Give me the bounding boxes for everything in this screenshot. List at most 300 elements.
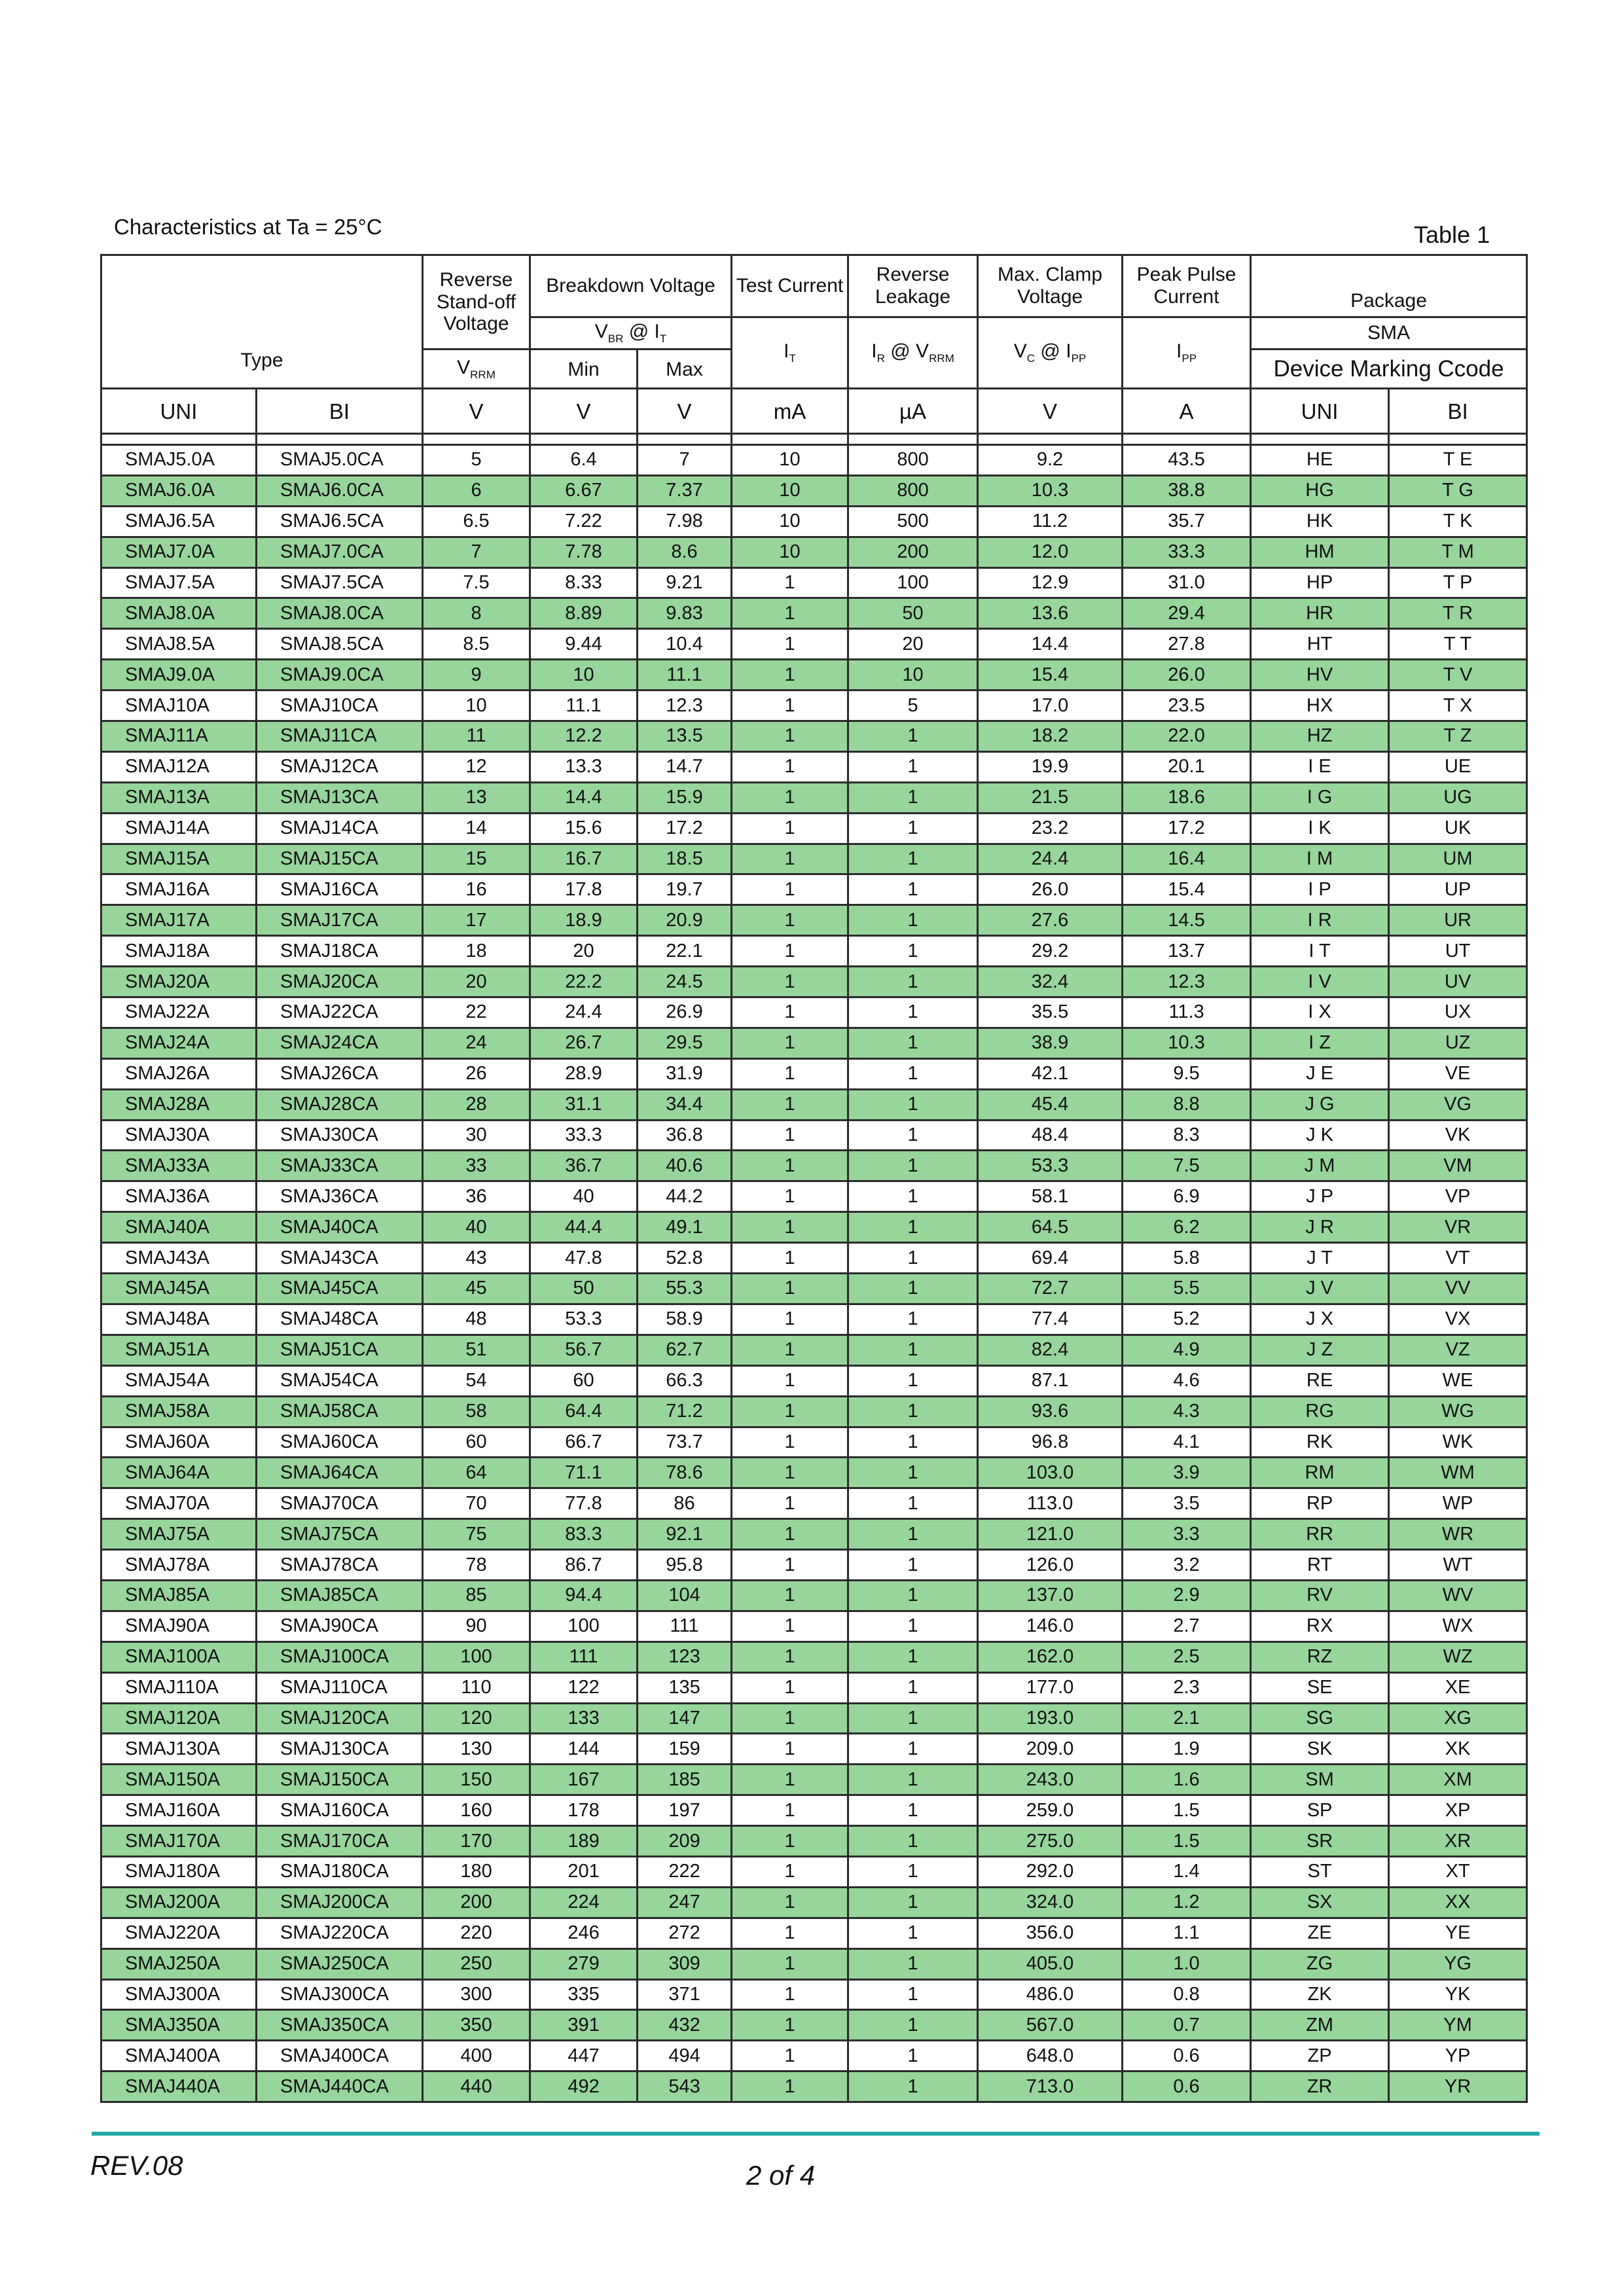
table-cell: 110 <box>423 1672 530 1703</box>
table-cell: 87.1 <box>978 1365 1123 1396</box>
table-row <box>101 1427 1527 1458</box>
table-cell: SMAJ22A <box>101 997 257 1028</box>
table-cell: SMAJ16A <box>101 874 257 905</box>
table-row <box>101 1519 1527 1550</box>
table-cell: SMAJ12CA <box>257 751 423 782</box>
table-cell: 335 <box>530 1979 638 2010</box>
table-cell: 400 <box>423 2041 530 2072</box>
table-cell: HR <box>1251 598 1389 629</box>
table-cell: 1 <box>732 660 848 691</box>
table-number: Table 1 <box>1414 221 1490 248</box>
type-header: Type <box>101 255 423 389</box>
table-cell: ZM <box>1251 2010 1389 2041</box>
table-row <box>101 598 1527 629</box>
table-cell: 12.0 <box>978 537 1123 567</box>
table-cell: 9.5 <box>1123 1058 1251 1089</box>
table-cell: SMAJ40A <box>101 1212 257 1243</box>
table-cell: 1 <box>848 1948 978 1979</box>
it-symbol: $I_T$ <box>732 317 848 389</box>
table-row <box>101 813 1527 844</box>
max-header: Max <box>638 350 732 389</box>
table-cell: 15.9 <box>638 782 732 813</box>
table-cell: 1 <box>848 874 978 905</box>
table-cell: 15.4 <box>978 660 1123 691</box>
table-cell: XM <box>1389 1765 1527 1795</box>
table-cell: 6.9 <box>1123 1181 1251 1212</box>
table-cell: 78.6 <box>638 1458 732 1488</box>
table-row <box>101 1856 1527 1887</box>
table-cell: SMAJ110CA <box>257 1672 423 1703</box>
table-row <box>101 1181 1527 1212</box>
footer-rule <box>92 2132 1540 2136</box>
page-number: 2 of 4 <box>746 2160 816 2191</box>
table-cell: 1 <box>732 1795 848 1826</box>
table-cell: 1 <box>732 598 848 629</box>
table-cell: 10 <box>848 660 978 691</box>
table-cell: SK <box>1251 1734 1389 1765</box>
table-cell: 209.0 <box>978 1734 1123 1765</box>
table-cell: 26.9 <box>638 997 732 1028</box>
table-cell: 1 <box>732 1703 848 1734</box>
table-cell: SMAJ28CA <box>257 1089 423 1120</box>
table-cell: 19.9 <box>978 751 1123 782</box>
table-cell: 5.5 <box>1123 1274 1251 1304</box>
table-row <box>101 1765 1527 1795</box>
table-cell: XR <box>1389 1826 1527 1857</box>
table-cell: J G <box>1251 1089 1389 1120</box>
table-cell: 800 <box>848 445 978 476</box>
table-cell: WX <box>1389 1611 1527 1641</box>
table-cell: SMAJ170A <box>101 1826 257 1857</box>
table-cell: 21.5 <box>978 782 1123 813</box>
table-row <box>101 874 1527 905</box>
table-cell: 1 <box>732 1641 848 1672</box>
table-cell: 146.0 <box>978 1611 1123 1641</box>
revision-label: REV.08 <box>90 2150 183 2181</box>
table-cell: 144 <box>530 1734 638 1765</box>
table-cell: 4.9 <box>1123 1335 1251 1365</box>
table-cell: 64 <box>423 1458 530 1488</box>
table-cell: 48.4 <box>978 1120 1123 1151</box>
table-cell: SMAJ24CA <box>257 1028 423 1058</box>
table-cell: 1 <box>848 997 978 1028</box>
table-cell: 356.0 <box>978 1918 1123 1948</box>
table-cell: J V <box>1251 1274 1389 1304</box>
table-cell: 51 <box>423 1335 530 1365</box>
table-cell: 24 <box>423 1028 530 1058</box>
table-cell: 16 <box>423 874 530 905</box>
table-cell: 391 <box>530 2010 638 2041</box>
table-cell: 1 <box>848 967 978 997</box>
table-cell: 38.8 <box>1123 475 1251 506</box>
table-cell: 15 <box>423 844 530 874</box>
table-cell: 1 <box>732 1058 848 1089</box>
table-cell: XG <box>1389 1703 1527 1734</box>
unit-cell: V <box>638 389 732 434</box>
table-cell: J X <box>1251 1304 1389 1335</box>
table-cell: 371 <box>638 1979 732 2010</box>
table-cell: 35.7 <box>1123 506 1251 537</box>
table-cell: I G <box>1251 782 1389 813</box>
table-cell: 150 <box>423 1765 530 1795</box>
table-cell: 15.6 <box>530 813 638 844</box>
table-cell: 185 <box>638 1765 732 1795</box>
table-cell: SMAJ10CA <box>257 691 423 721</box>
table-row <box>101 1243 1527 1274</box>
table-cell: 189 <box>530 1826 638 1857</box>
table-cell: 43.5 <box>1123 445 1251 476</box>
table-row <box>101 1979 1527 2010</box>
table-cell: HE <box>1251 445 1389 476</box>
table-cell: SMAJ440A <box>101 2072 257 2102</box>
table-cell: 13.3 <box>530 751 638 782</box>
table-cell: 1 <box>732 1427 848 1458</box>
table-cell: 1 <box>732 1856 848 1887</box>
table-cell: SMAJ17CA <box>257 905 423 936</box>
table-row <box>101 537 1527 567</box>
table-cell: 86 <box>638 1488 732 1519</box>
table-cell: SMAJ26A <box>101 1058 257 1089</box>
table-cell: 648.0 <box>978 2041 1123 2072</box>
table-cell: 259.0 <box>978 1795 1123 1826</box>
table-cell: 26.0 <box>978 874 1123 905</box>
table-cell: 24.5 <box>638 967 732 997</box>
table-cell: 222 <box>638 1856 732 1887</box>
table-cell: 1 <box>848 1458 978 1488</box>
units-row <box>101 389 1527 434</box>
table-cell: ZK <box>1251 1979 1389 2010</box>
table-cell: SMAJ30A <box>101 1120 257 1151</box>
table-cell: 224 <box>530 1887 638 1918</box>
table-row <box>101 1396 1527 1427</box>
table-cell: SMAJ5.0A <box>101 445 257 476</box>
table-cell: SR <box>1251 1826 1389 1857</box>
table-cell: 1 <box>732 874 848 905</box>
table-body <box>101 445 1527 2102</box>
table-cell: 309 <box>638 1948 732 1979</box>
table-cell: SMAJ8.5A <box>101 629 257 660</box>
table-cell: 123 <box>638 1641 732 1672</box>
unit-cell: BI <box>257 389 423 434</box>
table-cell: 250 <box>423 1948 530 1979</box>
table-cell: 36.7 <box>530 1151 638 1181</box>
table-cell: 10 <box>732 506 848 537</box>
table-cell: HX <box>1251 691 1389 721</box>
table-cell: 93.6 <box>978 1396 1123 1427</box>
table-cell: 58.1 <box>978 1181 1123 1212</box>
table-cell: HM <box>1251 537 1389 567</box>
table-cell: I Z <box>1251 1028 1389 1058</box>
table-cell: 1 <box>848 1580 978 1611</box>
table-cell: 53.3 <box>530 1304 638 1335</box>
table-cell: SMAJ30CA <box>257 1120 423 1151</box>
table-cell: 18.6 <box>1123 782 1251 813</box>
table-cell: UT <box>1389 936 1527 967</box>
table-cell: SMAJ120CA <box>257 1703 423 1734</box>
table-cell: SMAJ7.5CA <box>257 567 423 598</box>
table-row <box>101 1641 1527 1672</box>
table-cell: 13.5 <box>638 721 732 752</box>
table-cell: SMAJ6.5CA <box>257 506 423 537</box>
table-row <box>101 1550 1527 1581</box>
table-cell: 300 <box>423 1979 530 2010</box>
table-cell: SMAJ150CA <box>257 1765 423 1795</box>
table-cell: 43 <box>423 1243 530 1274</box>
table-cell: SMAJ45CA <box>257 1274 423 1304</box>
table-cell: SMAJ9.0CA <box>257 660 423 691</box>
table-cell: 1 <box>732 1304 848 1335</box>
unit-cell: BI <box>1389 389 1527 434</box>
table-cell: SMAJ9.0A <box>101 660 257 691</box>
table-cell: 27.8 <box>1123 629 1251 660</box>
test-current-header: Test Current <box>732 255 848 317</box>
table-cell: 27.6 <box>978 905 1123 936</box>
table-cell: 486.0 <box>978 1979 1123 2010</box>
table-cell: 100 <box>848 567 978 598</box>
table-cell: 85 <box>423 1580 530 1611</box>
table-cell: 130 <box>423 1734 530 1765</box>
table-cell: 18.9 <box>530 905 638 936</box>
table-cell: 201 <box>530 1856 638 1887</box>
table-cell: 14.5 <box>1123 905 1251 936</box>
table-row <box>101 1611 1527 1641</box>
table-cell: 1.4 <box>1123 1856 1251 1887</box>
table-cell: J K <box>1251 1120 1389 1151</box>
table-cell: 1 <box>732 1765 848 1795</box>
table-cell: 292.0 <box>978 1856 1123 1887</box>
table-cell: 1.9 <box>1123 1734 1251 1765</box>
table-cell: 12.3 <box>638 691 732 721</box>
table-cell: 126.0 <box>978 1550 1123 1581</box>
table-cell: VE <box>1389 1058 1527 1089</box>
table-cell: RE <box>1251 1365 1389 1396</box>
table-cell: SMAJ48A <box>101 1304 257 1335</box>
table-cell: SMAJ51A <box>101 1335 257 1365</box>
table-cell: 494 <box>638 2041 732 2072</box>
table-cell: 23.2 <box>978 813 1123 844</box>
table-cell: 1 <box>732 1028 848 1058</box>
table-cell: 9.83 <box>638 598 732 629</box>
table-cell: 1.6 <box>1123 1765 1251 1795</box>
table-cell: 90 <box>423 1611 530 1641</box>
table-cell: 1 <box>732 1979 848 2010</box>
table-cell: XE <box>1389 1672 1527 1703</box>
table-row <box>101 475 1527 506</box>
table-cell: SMAJ33CA <box>257 1151 423 1181</box>
table-cell: 66.3 <box>638 1365 732 1396</box>
table-cell: UE <box>1389 751 1527 782</box>
table-cell: T M <box>1389 537 1527 567</box>
table-cell: SMAJ13CA <box>257 782 423 813</box>
table-cell: 45.4 <box>978 1089 1123 1120</box>
table-cell: 69.4 <box>978 1243 1123 1274</box>
table-cell: 1 <box>848 782 978 813</box>
table-cell: SMAJ180A <box>101 1856 257 1887</box>
table-cell: 4.1 <box>1123 1427 1251 1458</box>
table-cell: 24.4 <box>530 997 638 1028</box>
table-cell: SMAJ70CA <box>257 1488 423 1519</box>
table-cell: 1 <box>732 1151 848 1181</box>
table-cell: I T <box>1251 936 1389 967</box>
table-cell: T K <box>1389 506 1527 537</box>
table-row <box>101 1212 1527 1243</box>
table-cell: 1 <box>848 1887 978 1918</box>
table-cell: SMAJ78CA <box>257 1550 423 1581</box>
table-cell: 0.7 <box>1123 2010 1251 2041</box>
header-gap <box>101 434 1527 445</box>
table-cell: 7.78 <box>530 537 638 567</box>
table-cell: 1 <box>848 1488 978 1519</box>
table-cell: WK <box>1389 1427 1527 1458</box>
table-cell: 7 <box>423 537 530 567</box>
table-cell: SMAJ60A <box>101 1427 257 1458</box>
unit-cell: UNI <box>101 389 257 434</box>
table-cell: 9.21 <box>638 567 732 598</box>
table-cell: 44.4 <box>530 1212 638 1243</box>
table-cell: SMAJ90CA <box>257 1611 423 1641</box>
table-cell: 20 <box>423 967 530 997</box>
table-cell: VP <box>1389 1181 1527 1212</box>
table-cell: 447 <box>530 2041 638 2072</box>
table-cell: SMAJ100CA <box>257 1641 423 1672</box>
ir-at-vrrm-symbol: $I_R$ @ $V_{RRM}$ <box>848 317 978 389</box>
table-row <box>101 2010 1527 2041</box>
table-cell: 121.0 <box>978 1519 1123 1550</box>
table-cell: 111 <box>530 1641 638 1672</box>
table-cell: 272 <box>638 1918 732 1948</box>
table-cell: SMAJ64CA <box>257 1458 423 1488</box>
vbr-at-it-symbol: $V_{BR}$ @ $I_T$ <box>530 317 732 350</box>
table-cell: 10 <box>530 660 638 691</box>
table-cell: 1 <box>848 1212 978 1243</box>
table-cell: 40 <box>530 1181 638 1212</box>
unit-cell: A <box>1123 389 1251 434</box>
table-cell: 30 <box>423 1120 530 1151</box>
table-cell: YE <box>1389 1918 1527 1948</box>
table-cell: 1 <box>732 1488 848 1519</box>
table-cell: 4.3 <box>1123 1396 1251 1427</box>
table-cell: 7.5 <box>1123 1151 1251 1181</box>
table-cell: 0.6 <box>1123 2072 1251 2102</box>
table-cell: YP <box>1389 2041 1527 2072</box>
table-row <box>101 567 1527 598</box>
table-cell: 11.3 <box>1123 997 1251 1028</box>
table-cell: 31.9 <box>638 1058 732 1089</box>
sma-header: SMA <box>1251 317 1527 350</box>
table-cell: 1 <box>848 1856 978 1887</box>
table-cell: VV <box>1389 1274 1527 1304</box>
table-cell: SMAJ130A <box>101 1734 257 1765</box>
table-row <box>101 1120 1527 1151</box>
table-cell: SMAJ20A <box>101 967 257 997</box>
table-cell: 279 <box>530 1948 638 1979</box>
table-cell: 2.3 <box>1123 1672 1251 1703</box>
min-header: Min <box>530 350 638 389</box>
table-cell: 1 <box>848 1979 978 2010</box>
table-row <box>101 1365 1527 1396</box>
reverse-standoff-header: Reverse Stand-off Voltage <box>423 255 530 350</box>
table-cell: 13 <box>423 782 530 813</box>
table-cell: 94.4 <box>530 1580 638 1611</box>
table-cell: 14.4 <box>530 782 638 813</box>
table-cell: 3.2 <box>1123 1550 1251 1581</box>
table-cell: SMAJ180CA <box>257 1856 423 1887</box>
table-cell: YG <box>1389 1948 1527 1979</box>
table-cell: SMAJ200CA <box>257 1887 423 1918</box>
table-cell: 22.2 <box>530 967 638 997</box>
table-cell: SMAJ40CA <box>257 1212 423 1243</box>
vrrm-symbol: $V_{RRM}$ <box>423 350 530 389</box>
table-cell: 1 <box>732 905 848 936</box>
table-cell: SMAJ14A <box>101 813 257 844</box>
table-cell: 1 <box>732 2010 848 2041</box>
table-cell: 29.4 <box>1123 598 1251 629</box>
table-cell: XX <box>1389 1887 1527 1918</box>
table-cell: 137.0 <box>978 1580 1123 1611</box>
table-cell: 12 <box>423 751 530 782</box>
table-cell: 1 <box>848 1641 978 1672</box>
table-cell: 104 <box>638 1580 732 1611</box>
table-cell: SMAJ64A <box>101 1458 257 1488</box>
table-cell: 52.8 <box>638 1243 732 1274</box>
table-cell: 8 <box>423 598 530 629</box>
table-cell: T X <box>1389 691 1527 721</box>
table-cell: SMAJ300A <box>101 1979 257 2010</box>
table-cell: 3.5 <box>1123 1488 1251 1519</box>
table-cell: SMAJ12A <box>101 751 257 782</box>
table-cell: 5.2 <box>1123 1304 1251 1335</box>
table-cell: 58.9 <box>638 1304 732 1335</box>
table-row <box>101 1948 1527 1979</box>
table-cell: 35.5 <box>978 997 1123 1028</box>
table-cell: WM <box>1389 1458 1527 1488</box>
reverse-leakage-header: Reverse Leakage <box>848 255 978 317</box>
table-cell: 1 <box>732 1212 848 1243</box>
table-cell: HV <box>1251 660 1389 691</box>
table-cell: 55.3 <box>638 1274 732 1304</box>
table-row <box>101 1734 1527 1765</box>
table-cell: 24.4 <box>978 844 1123 874</box>
table-cell: 44.2 <box>638 1181 732 1212</box>
table-cell: 100 <box>530 1611 638 1641</box>
table-header <box>101 255 1527 445</box>
table-cell: 7.98 <box>638 506 732 537</box>
table-cell: 350 <box>423 2010 530 2041</box>
table-cell: 8.33 <box>530 567 638 598</box>
table-cell: HG <box>1251 475 1389 506</box>
table-cell: 1 <box>848 1151 978 1181</box>
table-cell: SMAJ36CA <box>257 1181 423 1212</box>
table-cell: 1 <box>848 1243 978 1274</box>
table-cell: 13.7 <box>1123 936 1251 967</box>
table-cell: SMAJ7.0CA <box>257 537 423 567</box>
table-cell: 1.1 <box>1123 1918 1251 1948</box>
table-cell: UG <box>1389 782 1527 813</box>
table-cell: SMAJ8.5CA <box>257 629 423 660</box>
breakdown-voltage-header: Breakdown Voltage <box>530 255 732 317</box>
table-cell: I X <box>1251 997 1389 1028</box>
table-cell: 17.0 <box>978 691 1123 721</box>
table-cell: 1 <box>732 782 848 813</box>
table-cell: 26.7 <box>530 1028 638 1058</box>
table-cell: 28.9 <box>530 1058 638 1089</box>
table-cell: 1 <box>732 967 848 997</box>
table-cell: SMAJ58CA <box>257 1396 423 1427</box>
unit-cell: V <box>978 389 1123 434</box>
table-cell: HZ <box>1251 721 1389 752</box>
table-row <box>101 936 1527 967</box>
table-cell: XP <box>1389 1795 1527 1826</box>
